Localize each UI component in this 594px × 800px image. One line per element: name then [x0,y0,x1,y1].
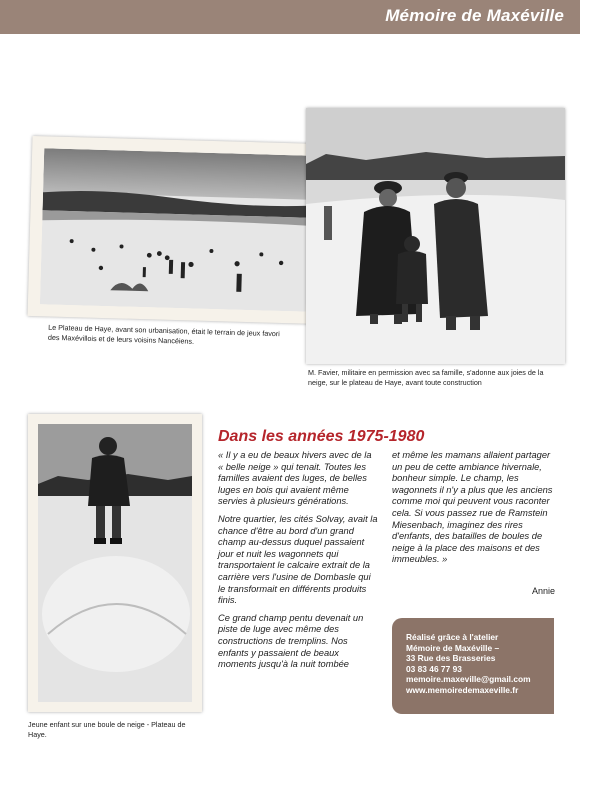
article-column-1 [218,450,378,677]
credit-line: 33 Rue des Brasseries [406,653,496,664]
header-banner [0,0,580,34]
credit-box [392,618,554,714]
credit-email: memoire.maxeville@gmail.com [406,674,531,685]
magazine-title: Mémoire de Maxéville [385,6,564,25]
photo-favier [306,108,565,364]
photo-plateau [28,136,325,324]
article-paragraph: « Il y a eu de beaux hivers avec de la « belle neige » qui tenait. Toutes les familles avaient des luges, de belles luges en bois qui avaient même servies à plusieurs générations. [218,450,372,507]
article-column-2 [392,450,560,572]
credit-line: Réalisé grâce à l'atelier [406,632,499,642]
credit-website: www.memoiredemaxeville.fr [406,684,519,695]
caption-favier: M. Favier, militaire en permission avec sa famille, s'adonne aux joies de la neige, sur le plateau de Haye, avant toute construction [308,368,544,387]
article-paragraph: et même les mamans allaient partager un peu de cette ambiance hivernale, bonheur simple. Le champ, les wagonnets il n'y a plus que les anciens comme moi qui peuvent vous raconter cela. Si vous passez rue de Ramstein Miesenbach, imaginez des rires d'enfants, des batailles de boules de neige à la place des maisons et des immeubles. » [392,450,553,565]
article-paragraph: Ce grand champ pentu devenait un piste de luge avec même des constructions de tremplins. Nos enfants y passaient de beaux moments jusqu'à la nuit tombée [218,612,364,670]
caption-enfant: Jeune enfant sur une boule de neige - Plateau de Haye. [28,720,186,739]
article-paragraph: Notre quartier, les cités Solvay, avait la chance d'être au bord d'un grand champ au-dessus duquel passaient jour et nuit les wagonnets qui transportaient le calcaire extrait de la carrière vers l'usine de Dombasle qui le transformait en différents produits finis. [218,513,378,606]
article-heading: Dans les années 1975-1980 [218,428,425,445]
caption-plateau: Le Plateau de Haye, avant son urbanisation, était le terrain de jeux favori des Maxévillois et de leurs voisins Nancéiens. [47,322,280,346]
article-author: Annie [532,586,556,596]
enfant-photo-image [38,424,192,702]
plateau-photo-image [40,148,310,311]
favier-photo-image [306,108,565,364]
photo-enfant [28,414,202,712]
credit-line: 03 83 46 77 93 [406,663,462,674]
credit-line: Mémoire de Maxéville – [406,642,500,653]
